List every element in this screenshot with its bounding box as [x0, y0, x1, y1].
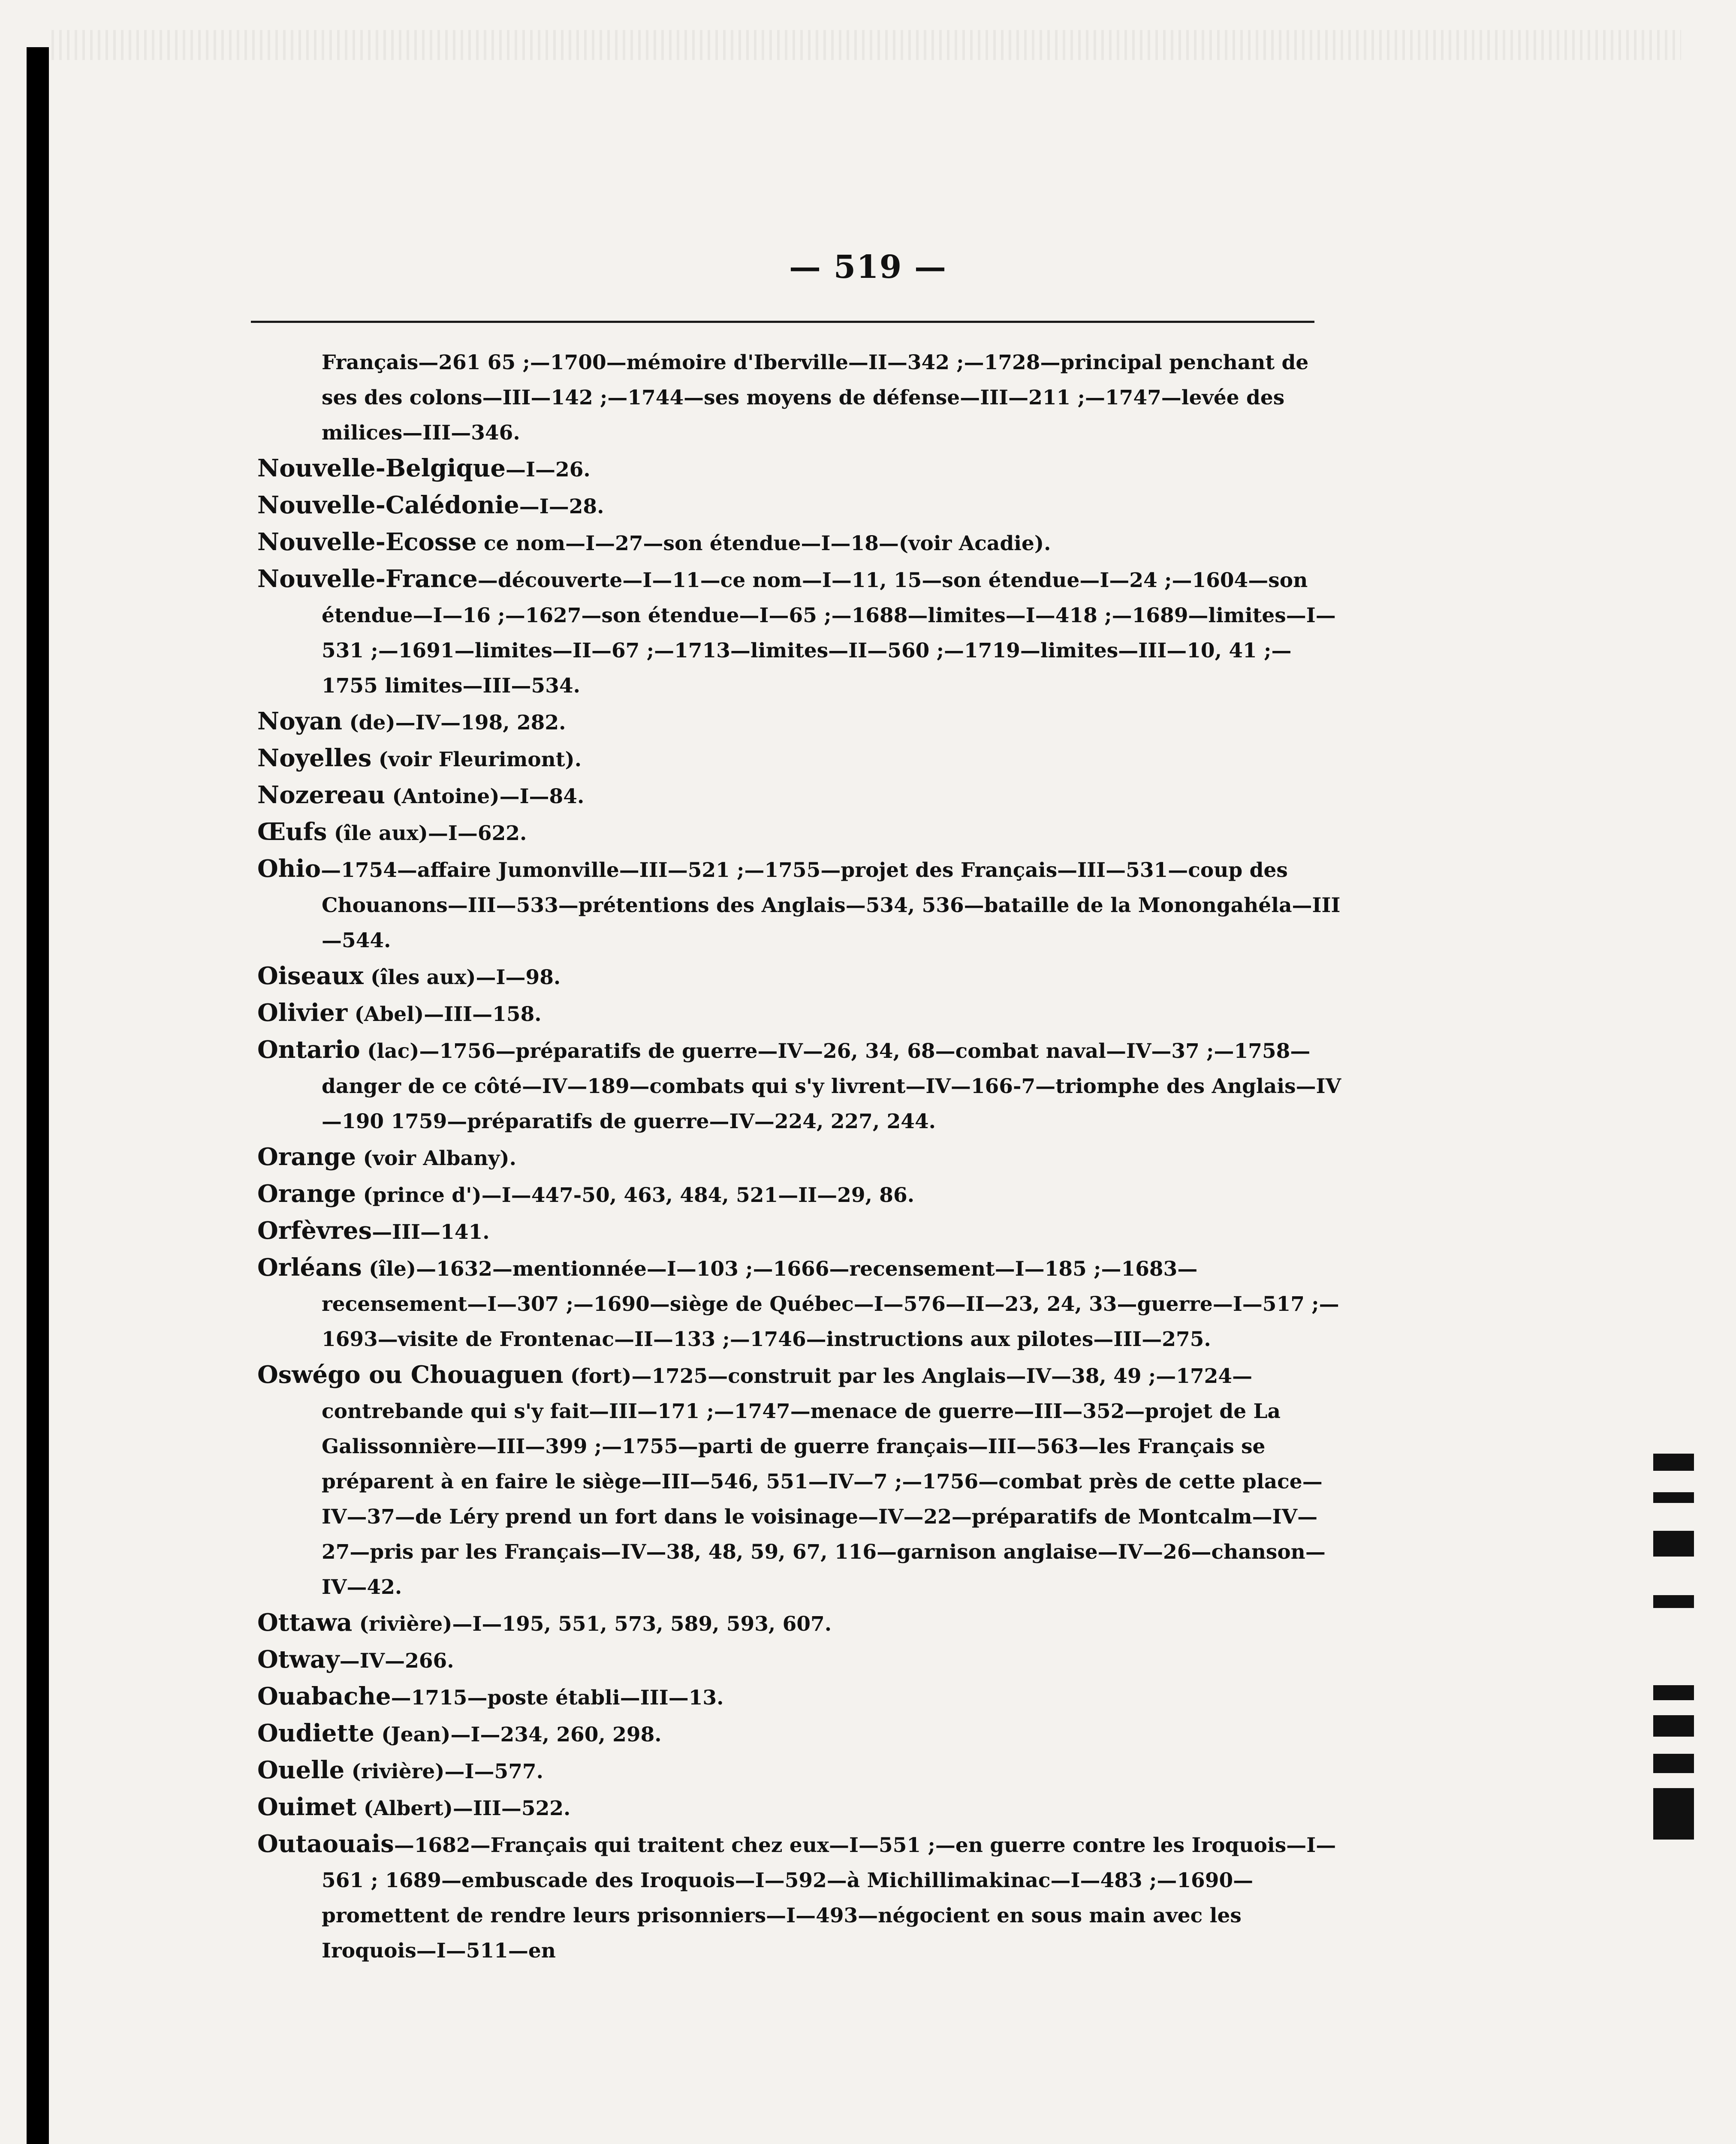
entry-text: (prince d')—I—447-50, 463, 484, 521—II—29, 86.	[356, 1183, 915, 1207]
index-entry	[257, 524, 1342, 561]
index-entry	[257, 1250, 1342, 1357]
entry-head: Orange	[257, 1143, 356, 1171]
entry-text: —1754—affaire Jumonville—III—521 ;—1755—projet des Français—III—531—coup des Chouanons—III—533—prétentions des Anglais—534, 536—bataille de la Monongahéla—III—544.	[321, 858, 1341, 952]
entry-head: Nouvelle-Ecosse	[257, 528, 477, 556]
entry-text: (Albert)—III—522.	[356, 1797, 571, 1820]
entry-text: (rivière)—I—195, 551, 573, 589, 593, 607.	[352, 1612, 832, 1636]
entry-head: Nozereau	[257, 781, 386, 809]
index-entry	[257, 1139, 1342, 1176]
entry-head: Oswégo ou Chouaguen	[257, 1361, 564, 1389]
index-entry	[257, 814, 1342, 851]
entry-text: (rivière)—I—577.	[344, 1760, 543, 1783]
entry-head: Nouvelle-Belgique	[257, 454, 506, 482]
entry-text: (îles aux)—I—98.	[363, 966, 561, 989]
index-entry	[257, 704, 1342, 741]
entry-text: (voir Fleurimont).	[371, 748, 582, 771]
entry-head: Ontario	[257, 1036, 360, 1064]
entry-head: Olivier	[257, 999, 348, 1027]
index-entry	[257, 451, 1342, 488]
entry-head: Ouimet	[257, 1793, 357, 1821]
entry-text: Français—261 65 ;—1700—mémoire d'Iberville—II—342 ;—1728—principal penchant de ses des colons—III—142 ;—1744—ses moyens de défense—III—211 ;—1747—levée des milices—III—346.	[322, 351, 1309, 445]
index-entry	[257, 777, 1342, 814]
scan-registration-marks	[1653, 1454, 1694, 1840]
index-entry	[257, 1605, 1342, 1642]
page-number: — 519 —	[789, 249, 947, 286]
index-entry	[257, 345, 1342, 451]
entry-text: (Jean)—I—234, 260, 298.	[374, 1723, 662, 1747]
entry-head: Outaouais	[257, 1830, 394, 1858]
entry-head: Noyelles	[257, 744, 372, 772]
entry-head: Nouvelle-France	[257, 565, 478, 593]
entry-text: (Antoine)—I—84.	[385, 785, 585, 808]
entry-head: Otway	[257, 1645, 340, 1674]
entry-head: Nouvelle-Calédonie	[257, 491, 519, 519]
index-entry	[257, 1679, 1342, 1716]
index-entry	[257, 1357, 1342, 1605]
entry-text: —1682—Français qui traitent chez eux—I—551 ;—en guerre contre les Iroquois—I—561 ; 1689—embuscade des Iroquois—I—592—à Michillimakinac—I—483 ;—1690—promettent de rendre leurs prisonniers—I—493—négocient en sous main avec les Iroquois—I—511—en	[322, 1834, 1336, 1963]
index-entry	[257, 1716, 1342, 1753]
entry-head: Orange	[257, 1180, 356, 1208]
entry-text: —IV—266.	[339, 1649, 454, 1673]
entry-head: Oudiette	[257, 1719, 374, 1747]
entry-head: Orfèvres	[257, 1217, 372, 1245]
index-entry	[257, 1032, 1342, 1139]
index-entry	[257, 851, 1342, 958]
entry-text: (île aux)—I—622.	[327, 822, 527, 845]
entry-head: Œufs	[257, 818, 327, 846]
index-entry	[257, 1642, 1342, 1679]
index-entry	[257, 995, 1342, 1032]
entry-text: —I—26.	[506, 458, 591, 482]
scan-edge-bar	[27, 47, 49, 2144]
entry-text: (voir Albany).	[356, 1147, 517, 1170]
entry-text: —I—28.	[519, 495, 604, 518]
index-entry	[257, 1753, 1342, 1789]
index-entry	[257, 1213, 1342, 1250]
entry-text: (lac)—1756—préparatifs de guerre—IV—26, 34, 68—combat naval—IV—37 ;—1758—danger de ce côté—IV—189—combats qui s'y livrent—IV—166-7—triomphe des Anglais—IV—190 1759—préparatifs de guerre—IV—224, 227, 244.	[322, 1039, 1341, 1133]
entry-text: (Abel)—III—158.	[347, 1003, 542, 1026]
index-entry	[257, 1789, 1342, 1826]
entry-head: Ottawa	[257, 1608, 353, 1637]
entry-head: Ouelle	[257, 1756, 345, 1784]
index-entry	[257, 1826, 1342, 1969]
entry-text: —découverte—I—11—ce nom—I—11, 15—son étendue—I—24 ;—1604—son étendue—I—16 ;—1627—son étendue—I—65 ;—1688—limites—I—418 ;—1689—limites—I—531 ;—1691—limites—II—67 ;—1713—limites—II—560 ;—1719—limites—III—10, 41 ;—1755 limites—III—534.	[322, 569, 1336, 698]
scan-noise-top	[51, 30, 1681, 60]
entry-head: Ouabache	[257, 1682, 391, 1710]
entry-head: Oiseaux	[257, 962, 364, 990]
entry-head: Orléans	[257, 1253, 362, 1282]
entry-text: —III—141.	[372, 1220, 490, 1244]
entry-head: Ohio	[257, 855, 321, 883]
index-entry	[257, 741, 1342, 777]
entry-text: ce nom—I—27—son étendue—I—18—(voir Acadie).	[476, 532, 1051, 555]
entry-text: (de)—IV—198, 282.	[342, 711, 566, 735]
entry-head: Noyan	[257, 707, 343, 735]
index-entry	[257, 561, 1342, 704]
index-entry	[257, 488, 1342, 524]
index-entry	[257, 958, 1342, 995]
header-rule	[251, 321, 1314, 323]
entry-text: (fort)—1725—construit par les Anglais—IV—38, 49 ;—1724—contrebande qui s'y fait—III—171 ;—1747—menace de guerre—III—352—projet de La Galissonnière—III—399 ;—1755—parti de guerre français—III—563—les Français se préparent à en faire le siège—III—546, 551—IV—7 ;—1756—combat près de cette place—IV—37—de Léry prend un fort dans le voisinage—IV—22—préparatifs de Montcalm—IV—27—pris par les Français—IV—38, 48, 59, 67, 116—garnison anglaise—IV—26—chanson—IV—42.	[322, 1364, 1326, 1599]
entry-text: —1715—poste établi—III—13.	[391, 1686, 724, 1710]
index-entries	[257, 345, 1342, 1969]
index-entry	[257, 1176, 1342, 1213]
entry-text: (île)—1632—mentionnée—I—103 ;—1666—recensement—I—185 ;—1683—recensement—I—307 ;—1690—siège de Québec—I—576—II—23, 24, 33—guerre—I—517 ;—1693—visite de Frontenac—II—133 ;—1746—instructions aux pilotes—III—275.	[322, 1257, 1339, 1351]
